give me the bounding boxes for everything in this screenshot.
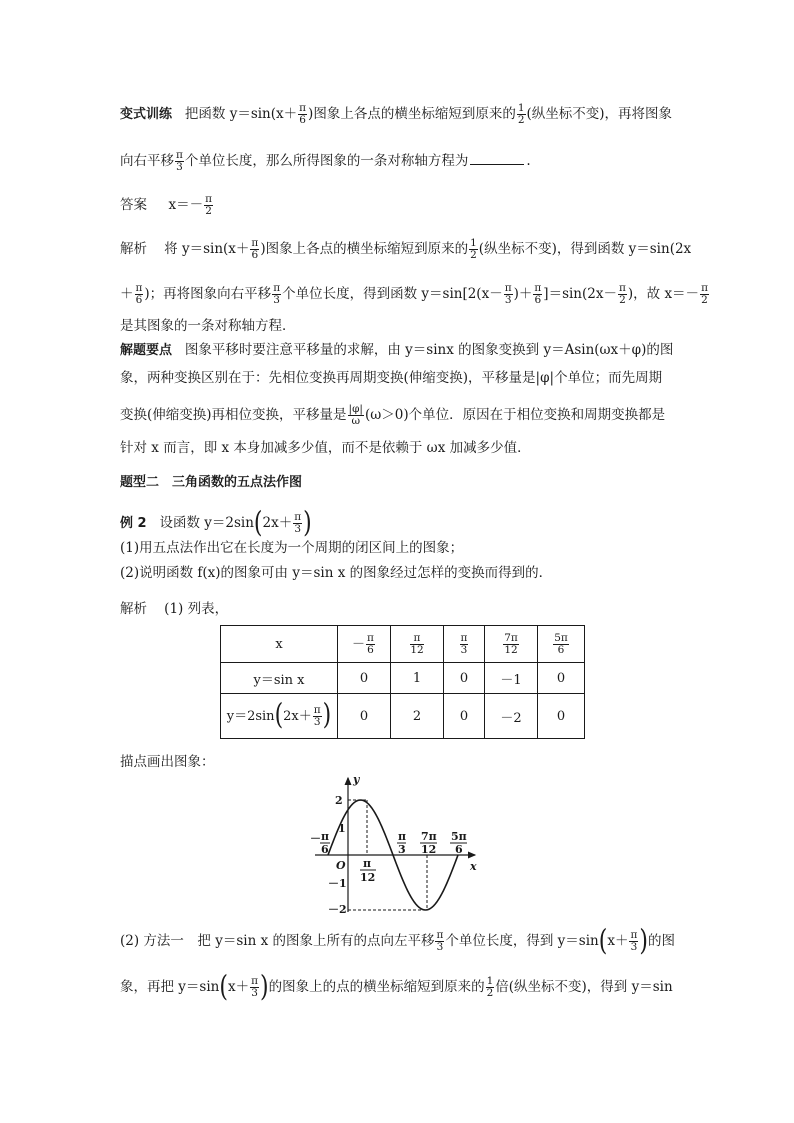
table-row (221, 663, 585, 694)
exercise-line-2: 向右平移 $\frac{\pi}{3}$ 个单位长度，那么所得图象的一条对称轴方程为 . (120, 149, 531, 173)
svg-text:π: π (363, 857, 372, 870)
values-table (220, 625, 585, 739)
fraction: $\frac{1}{2}$ (517, 102, 525, 126)
fraction: $\frac{1}{2}$ (470, 237, 477, 261)
exercise-text: 把函数 (184, 106, 226, 122)
svg-text:－: － (310, 832, 321, 845)
method-line-2: 象，再把 y＝sin(x＋ $\frac{\pi}{3}$ )的图象上的点的横坐标缩短到原来的 $\frac{1}{2}$ 倍(纵坐标不变)，得到 y＝sin (120, 970, 673, 1004)
answer-label: 答案 (120, 197, 147, 213)
svg-text:π: π (398, 830, 407, 843)
answer-line (120, 194, 214, 217)
table-cell: －1 (485, 663, 538, 694)
table-cell: $\frac{5\pi}{6}$ (538, 626, 585, 663)
fraction: $\frac{\pi}{2}$ (205, 193, 212, 217)
example-label: 例 2 (120, 516, 147, 531)
fraction: $\frac{\pi}{3}$ (294, 511, 302, 535)
origin-label: O (336, 859, 346, 872)
fraction: $\frac{|\varphi|}{\omega}$ (348, 403, 363, 427)
exercise-label: 变式训练 (120, 107, 173, 122)
fraction: $\frac{1}{2}$ (486, 975, 494, 999)
x-tick-neg-pi-6 (310, 830, 330, 856)
analysis1-label: 解析 (120, 241, 147, 257)
table-cell: 0 (538, 694, 585, 739)
fraction: $\frac{\pi}{3}$ (273, 282, 281, 306)
table-cell: 2 (391, 694, 444, 739)
svg-text:3: 3 (398, 843, 406, 856)
y-tick-label: 1 (338, 822, 346, 835)
y-tick-label: 2 (335, 794, 343, 807)
analysis1-line-2: ＋ $\frac{\pi}{6}$ )；再将图象向右平移 $\frac{\pi}{3}$ 个单位长度，得到函数 y＝sin[2(x－ $\frac{\pi}{3}$ )＋ $\frac{\pi}{6}$ ]＝sin(2x－ $\frac{\pi}{2}$ )，故 x＝－ $\frac{\pi}{2}$ (120, 282, 708, 306)
svg-text:π: π (321, 830, 330, 843)
svg-text:12: 12 (360, 871, 376, 884)
keypoint-line-4: 针对 x 而言，即 x 本身加减多少值，而不是依赖于 ωx 加减多少值． (120, 440, 531, 456)
fraction: $\frac{\pi}{3}$ (630, 929, 638, 953)
x-tick-pi-12 (360, 857, 376, 884)
x-axis-label: x (470, 860, 477, 873)
x-tick-7pi-12 (420, 830, 437, 856)
table-cell: $\frac{\pi}{3}$ (444, 626, 485, 663)
table-header-x: x (221, 626, 338, 663)
fraction: $\frac{\pi}{6}$ (251, 237, 259, 261)
svg-text:6: 6 (321, 843, 329, 856)
fraction: $\frac{\pi}{3}$ (176, 149, 183, 173)
fraction: $\frac{\pi}{2}$ (618, 282, 626, 306)
exercise-func: y＝sin(x＋ (229, 106, 298, 122)
table-cell: 0 (444, 694, 485, 739)
plot-caption: 描点画出图象： (120, 754, 215, 770)
keypoint-line-3: 变换(伸缩变换)再相位变换，平移量是 $\frac{|\varphi|}{\omega}$ (ω＞0)个单位．原因在于相位变换和周期变换都是 (120, 403, 666, 427)
example-q1: (1)用五点法作出它在长度为一个周期的闭区间上的图象； (120, 540, 464, 556)
table-row (221, 694, 585, 739)
svg-text:12: 12 (421, 843, 437, 856)
method-line-1: (2) 方法一 把 y＝sin x 的图象上所有的点向左平移 $\frac{\pi}{3}$ 个单位长度，得到 y＝sin(x＋ $\frac{\pi}{3}$ )的图 (120, 924, 675, 958)
section-title: 题型二 三角函数的五点法作图 (120, 475, 303, 490)
table-cell: 0 (538, 663, 585, 694)
table-cell: 0 (444, 663, 485, 694)
y-tick-label: －1 (328, 877, 347, 890)
analysis1-line-3: 是其图象的一条对称轴方程． (120, 318, 296, 334)
table-cell: － $\frac{\pi}{6}$ (338, 626, 391, 663)
table-cell: $\frac{\pi}{12}$ (391, 626, 444, 663)
analysis1-line-1: 解析 将 y＝sin(x＋ $\frac{\pi}{6}$ )图象上各点的横坐标缩短到原来的 $\frac{1}{2}$ (纵坐标不变)，得到函数 y＝sin(2x (120, 237, 692, 261)
fraction: $\frac{\pi}{6}$ (299, 102, 307, 126)
table-cell: －2 (485, 694, 538, 739)
x-tick-5pi-6 (450, 830, 467, 856)
fraction: $\frac{\pi}{3}$ (251, 975, 258, 999)
answer-blank (470, 151, 524, 165)
table-cell: 0 (338, 663, 391, 694)
table-cell: 0 (338, 694, 391, 739)
y-axis-label: y (353, 773, 360, 786)
table-row-label: y＝2sin(2x＋ $\frac{\pi}{3}$ ) (221, 694, 338, 739)
answer-value: x＝－ (168, 197, 204, 213)
table-row (221, 626, 585, 663)
keypoint-line-1: 解题要点 图象平移时要注意平移量的求解，由 y＝sinx 的图象变换到 y＝Asin(ωx＋φ)的图 (120, 342, 674, 358)
example-q2: (2)说明函数 f(x)的图象可由 y＝sin x 的图象经过怎样的变换而得到的． (120, 565, 553, 581)
x-tick-pi-3 (397, 830, 406, 856)
table-cell: 1 (391, 663, 444, 694)
table-cell: $\frac{7\pi}{12}$ (485, 626, 538, 663)
analysis2-line: 解析 (1) 列表， (120, 601, 229, 617)
table-row-label: y＝sin x (221, 663, 338, 694)
fraction: $\frac{\pi}{3}$ (504, 282, 512, 306)
keypoint-label: 解题要点 (120, 343, 173, 358)
example-line: 例 2 设函数 y＝2sin(2x＋ $\frac{\pi}{3}$ ) (120, 506, 312, 540)
fraction: $\frac{\pi}{2}$ (701, 282, 708, 306)
sine-graph (300, 770, 490, 920)
svg-text:6: 6 (455, 843, 463, 856)
fraction: $\frac{\pi}{6}$ (135, 282, 143, 306)
exercise-line-1: 变式训练 把函数 y＝sin(x＋ $\frac{\pi}{6}$ )图象上各点的横坐标缩短到原来的 $\frac{1}{2}$ (纵坐标不变)，再将图象 (120, 102, 673, 126)
y-tick-label: －2 (328, 903, 347, 916)
keypoint-line-2: 象，两种变换区别在于：先相位变换再周期变换(伸缩变换)，平移量是|φ|个单位；而先周期 (120, 370, 663, 386)
fraction: $\frac{\pi}{6}$ (534, 282, 542, 306)
svg-text:7π: 7π (421, 830, 437, 843)
svg-text:5π: 5π (451, 830, 467, 843)
fraction: $\frac{\pi}{3}$ (436, 929, 444, 953)
